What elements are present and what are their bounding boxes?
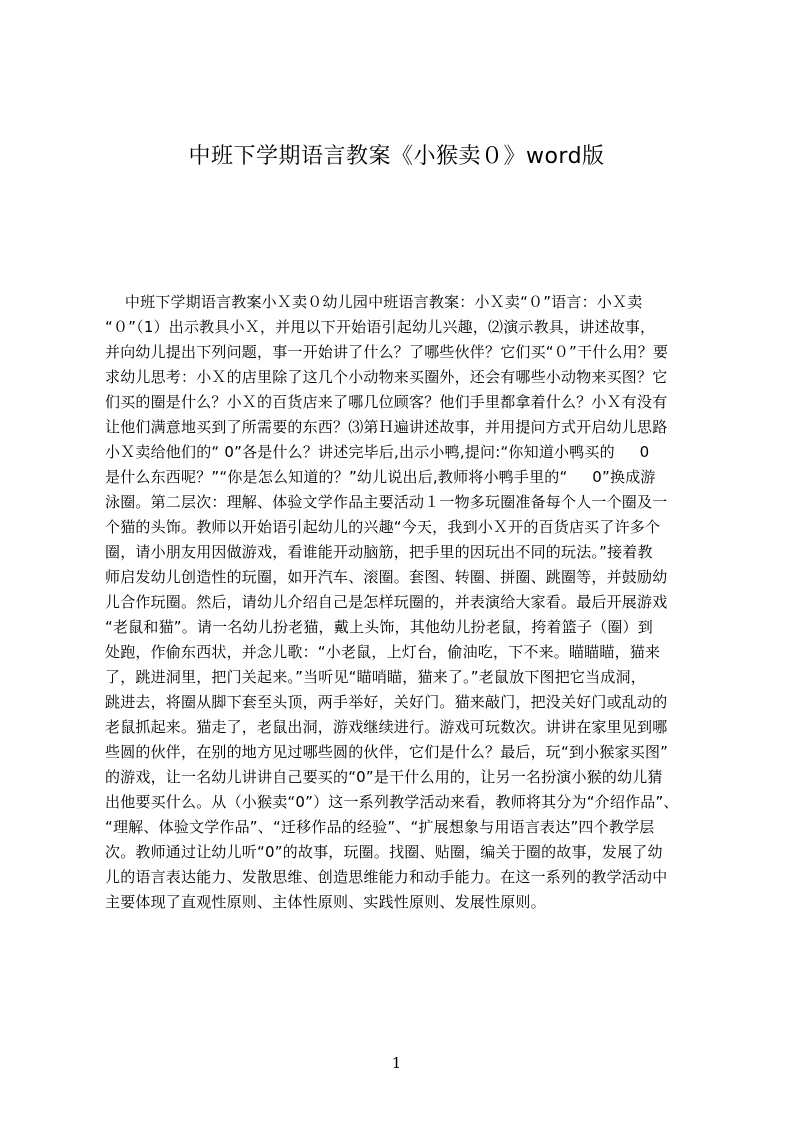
body-line-7: 小Ｘ卖给他们的“ 0”各是什么？讲述完毕后,出示小鸭,提问:“你知道小鸭买的 0 (105, 443, 650, 461)
body-line-4: 求幼儿思考：小Ｘ的店里除了这几个小动物来买圈外，还会有哪些小动物来买图？它 (105, 368, 668, 386)
body-line-8: 是什么东西呢？”“你是怎么知道的？”幼儿说出后,教师将小鸭手里的“ 0”换成游 (105, 468, 656, 486)
body-line-6: 让他们满意地买到了所需要的东西？⑶第Ｈ遍讲述故事，并用提问方式开启幼儿思路 (105, 418, 668, 436)
body-line-18: 老鼠抓起来。猫走了，老鼠出洞，游戏继续进行。游戏可玩数次。讲讲在家里见到哪 (105, 718, 668, 736)
body-line-1: 中班下学期语言教案小Ｘ卖０幼儿园中班语言教案：小Ｘ卖“０”语言：小Ｘ卖 (105, 293, 643, 311)
body-line-24: 儿的语言表达能力、发散思维、创造思维能力和动手能力。在这一系列的教学活动中 (105, 868, 668, 886)
document-title: 中班下学期语言教案《小猴卖０》word版 (188, 144, 605, 169)
body-line-10: 个猫的头饰。教师以开始语引起幼儿的兴趣“今天，我到小Ｘ开的百货店买了许多个 (105, 518, 661, 536)
body-line-15: 处跑，作偷东西状，并念儿歌：“小老鼠，上灯台，偷油吃，下不来。瞄瞄瞄，猫来 (105, 643, 661, 661)
body-line-14: “老鼠和猫”。请一名幼儿扮老猫，戴上头饰，其他幼儿扮老鼠，挎着篮子（圈）到 (105, 618, 653, 636)
document-body (105, 290, 699, 915)
body-line-23: 次。教师通过让幼儿听“0”的故事，玩圈。找圈、贴圈，编关于圈的故事，发展了幼 (105, 843, 663, 861)
body-line-11: 圈，请小朋友用因做游戏，看谁能开动脑筋，把手里的因玩出不同的玩法。”接着教 (105, 543, 653, 561)
body-line-9: 泳圈。第二层次：理解、体验文学作品主要活动１一物多玩圈准备每个人一个圈及一 (105, 493, 668, 511)
body-line-22: “理解、体验文学作品”、“迁移作品的经验”、“扩展想象与用语言表达”四个教学层 (105, 818, 655, 836)
body-line-17: 跳进去，将圈从脚下套至头顶，两手举好，关好门。猫来敲门，把没关好门或乱动的 (105, 693, 668, 711)
body-line-21: 出他要买什么。从（小猴卖“0”）这一系列教学活动来看，教师将其分为“介绍作品”、 (105, 793, 679, 811)
body-line-13: 儿合作玩圈。然后，请幼儿介绍自己是怎样玩圈的，并表演给大家看。最后开展游戏 (105, 593, 668, 611)
body-line-12: 师启发幼儿创造性的玩圈，如开汽车、滚圈。套图、转圈、拼圈、跳圈等，并鼓励幼 (105, 568, 668, 586)
body-line-19: 些圆的伙伴，在别的地方见过哪些圆的伙伴，它们是什么？最后，玩“到小猴家买图” (105, 743, 669, 761)
body-line-25: 主要体现了直观性原则、主体性原则、实践性原则、发展性原则。 (105, 893, 546, 911)
body-line-2: “０”（1）出示教具小Ｘ，并甩以下开始语引起幼儿兴趣，⑵演示教具，讲述故事， (105, 318, 656, 336)
body-line-5: 们买的圈是什么？小Ｘ的百货店来了哪几位顾客？他们手里都拿着什么？小Ｘ有没有 (105, 393, 668, 411)
body-line-20: 的游戏，让一名幼儿讲讲自己要买的“0”是干什么用的，让另一名扮演小猴的幼儿猜 (105, 768, 663, 786)
page-number: 1 (391, 1054, 402, 1072)
body-line-16: 了，跳进洞里，把门关起来。”当听见“瞄哨瞄，猫来了。”老鼠放下图把它当成洞， (105, 668, 646, 686)
body-line-3: 并向幼儿提出下列问题，事一开始讲了什么？了哪些伙伴？它们买“０”干什么用？要 (105, 343, 669, 361)
